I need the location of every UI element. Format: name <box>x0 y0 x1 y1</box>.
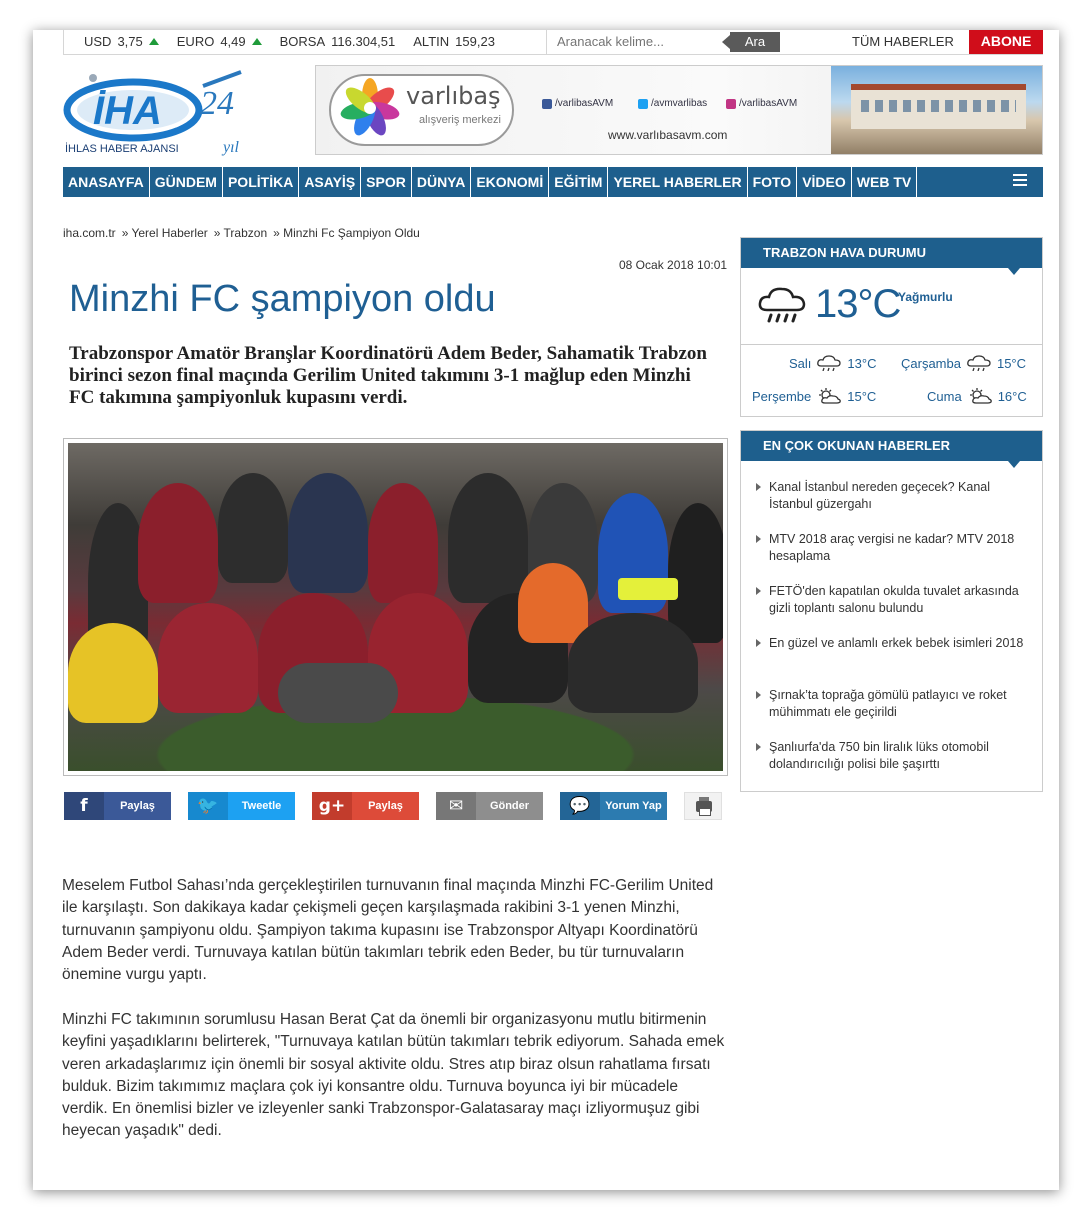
printer-icon <box>696 801 712 812</box>
up-arrow-icon <box>149 38 159 45</box>
rain-cloud-icon <box>966 355 992 371</box>
email-share-button[interactable] <box>436 792 543 820</box>
ad-facebook <box>542 98 613 109</box>
article-summary: Trabzonspor Amatör Branşlar Koordinatörü Adem Beder, Sahamatik Trabzon birinci sezon final maçında Gerilim United takımını 3-1 mağlup eden Minzhi FC takımına şampiyonluk kupasını verdi. <box>69 343 707 408</box>
print-button[interactable] <box>684 792 722 820</box>
weather-heading: TRABZON HAVA DURUMU <box>741 238 1042 268</box>
ticker-label: BORSA <box>279 34 326 49</box>
ad-instagram <box>726 98 797 109</box>
ticker-euro <box>177 34 262 49</box>
iha-logo[interactable] <box>63 68 273 158</box>
forecast-temp: 16°C <box>997 388 1027 404</box>
article-paragraph-1: Meselem Futbol Sahası’nda gerçekleştirilen turnuvanın final maçında Minzhi FC-Gerilim United ile karşılaştı. Son dakikaya kadar çekişmeli geçen karşılaşmada rakibini 3-1 yenen Minzhi, turnuvanın şampiyonu oldu. Şampiyon takıma kupasını ise Trabzonspor Altyapı Koordinatörü Adem Beder verdi. Turnuvaya katılan bütün takımları tebrik eden Beder, bu tür turnuvaların önemine vurgu yaptı. <box>62 877 714 984</box>
all-news-link[interactable]: TÜM HABERLER <box>852 34 954 49</box>
breadcrumb-home[interactable]: iha.com.tr <box>63 226 116 240</box>
list-item[interactable] <box>753 583 1033 617</box>
logo-subtitle: İHLAS HABER AJANSI <box>65 143 179 155</box>
hamburger-menu-icon[interactable] <box>1013 174 1027 186</box>
news-link[interactable]: Şırnak’ta toprağa gömülü patlayıcı ve roket mühimmatı ele geçirildi <box>753 687 1033 721</box>
ticker-value: 4,49 <box>220 34 246 49</box>
list-item[interactable] <box>753 687 1033 721</box>
breadcrumb-trabzon[interactable]: » Trabzon <box>213 226 268 240</box>
nav-item-anasayfa[interactable]: ANASAYFA <box>63 167 150 197</box>
news-link[interactable]: FETÖ'den kapatılan okulda tuvalet arkasında gizli toplantı salonu bulundu <box>753 583 1033 617</box>
current-weather <box>757 282 900 327</box>
team-photo-image <box>68 443 723 771</box>
share-label: Paylaş <box>120 800 155 812</box>
forecast-cuma <box>927 387 1027 405</box>
ad-facebook-text: /varlibasAVM <box>555 98 614 109</box>
ticker-altin <box>413 34 495 49</box>
share-label: Gönder <box>489 800 530 812</box>
ticker-value: 116.304,51 <box>331 34 396 49</box>
ad-brand: varlıbaş <box>406 82 501 110</box>
most-read-heading: EN ÇOK OKUNAN HABERLER <box>741 431 1042 461</box>
list-item[interactable] <box>753 479 1033 513</box>
article-paragraph-2: Minzhi FC takımının sorumlusu Hasan Berat Çat da önemli bir organizasyonu mutlu bitirmenin keyfini yaşadıklarını belirterek, "Turnuvaya katılan bütün takımları tebrik ediyorum. Sahada emek veren arkadaşlarımız için önemli bir sosyal aktivite oldu. Stres atıp biraz olsun rahatlama fırsatı bulduk. Bizim takımımız maçlara çok iyi konsantre oldu. Turnuva boyunca iyi bir mücadele verdik. En önemlisi bizler ve izleyenler sanki Trabzonspor-Galatasaray maçı izliyormuşuz gibi heyecan yaşadık" dedi. <box>62 1011 725 1140</box>
search-input[interactable] <box>547 30 727 52</box>
nav-item-foto[interactable]: FOTO <box>748 167 798 197</box>
nav-item-politika[interactable]: POLİTİKA <box>223 167 299 197</box>
nav-item-yerel-haberler[interactable]: YEREL HABERLER <box>608 167 747 197</box>
partly-cloudy-icon <box>816 387 842 405</box>
rain-cloud-icon <box>816 355 842 371</box>
forecast-day: Çarşamba <box>901 355 961 371</box>
market-ticker <box>84 34 513 49</box>
news-link[interactable]: Kanal İstanbul nereden geçecek? Kanal İstanbul güzergahı <box>753 479 1033 513</box>
ticker-value: 3,75 <box>117 34 143 49</box>
current-temp: 13°C <box>815 282 901 326</box>
forecast-carsamba <box>901 355 1026 371</box>
weather-widget <box>740 237 1043 417</box>
twitter-icon: 🐦 <box>188 792 228 820</box>
twitter-icon <box>638 99 648 109</box>
nav-item-web-tv[interactable]: WEB TV <box>852 167 917 197</box>
ticker-label: EURO <box>176 34 215 49</box>
article-date: 08 Ocak 2018 10:01 <box>619 258 728 272</box>
forecast-persembe <box>752 387 876 405</box>
forecast-day: Perşembe <box>752 388 812 404</box>
forecast-day: Cuma <box>927 388 962 404</box>
comment-button[interactable] <box>560 792 667 820</box>
article-title: Minzhi FC şampiyon oldu <box>69 278 496 320</box>
share-label: Paylaş <box>368 800 403 812</box>
nav-item-spor[interactable]: SPOR <box>361 167 412 197</box>
google-plus-icon: g+ <box>312 792 352 820</box>
nav-item-egitim[interactable]: EĞİTİM <box>549 167 608 197</box>
ad-twitter-text: /avmvarlibas <box>651 98 708 109</box>
subscribe-button[interactable]: ABONE <box>969 30 1043 54</box>
list-item[interactable] <box>753 635 1033 652</box>
news-link[interactable]: Şanlıurfa'da 750 bin liralık lüks otomobil dolandırıcılığı polisi bile şaşırttı <box>753 739 1033 773</box>
breadcrumb-current: » Minzhi Fc Şampiyon Oldu <box>273 226 420 240</box>
page <box>33 30 1059 1190</box>
article-photo[interactable] <box>63 438 728 776</box>
facebook-icon <box>542 99 552 109</box>
most-read-widget <box>740 430 1043 792</box>
logo-years: 24 <box>200 85 234 122</box>
facebook-icon: f <box>64 792 104 820</box>
forecast-temp: 13°C <box>847 355 877 371</box>
ticker-borsa <box>280 34 396 49</box>
nav-item-video[interactable]: VİDEO <box>797 167 852 197</box>
nav-item-asayis[interactable]: ASAYİŞ <box>299 167 361 197</box>
news-link[interactable]: MTV 2018 araç vergisi ne kadar? MTV 2018 hesaplama <box>753 531 1033 565</box>
share-label: Tweetle <box>241 800 282 812</box>
breadcrumb-yerel[interactable]: » Yerel Haberler <box>121 226 208 240</box>
forecast-sali <box>789 355 876 371</box>
top-bar <box>63 30 1043 55</box>
list-item[interactable] <box>753 531 1033 565</box>
main-nav <box>63 167 1043 197</box>
mall-photo <box>831 66 1043 155</box>
breadcrumb <box>63 226 420 240</box>
facebook-share-button[interactable] <box>64 792 171 820</box>
ad-instagram-text: /varlibasAVM <box>739 98 798 109</box>
search-button[interactable]: Ara <box>730 32 780 52</box>
partly-cloudy-icon <box>967 387 993 405</box>
flower-logo-icon <box>340 78 400 138</box>
envelope-icon: ✉ <box>436 792 476 820</box>
forecast-temp: 15°C <box>996 355 1027 371</box>
twitter-share-button[interactable] <box>188 792 295 820</box>
forecast-temp: 15°C <box>847 388 877 404</box>
nav-item-dunya[interactable]: DÜNYA <box>412 167 472 197</box>
ticker-label: USD <box>84 34 112 49</box>
rain-cloud-icon <box>757 284 809 326</box>
logo-yil: yıl <box>223 139 239 156</box>
ticker-usd <box>84 34 159 49</box>
nav-item-gundem[interactable]: GÜNDEM <box>150 167 223 197</box>
comment-icon: 💬 <box>560 792 600 820</box>
google-plus-share-button[interactable] <box>312 792 419 820</box>
share-label: Yorum Yap <box>605 800 662 812</box>
up-arrow-icon <box>252 38 262 45</box>
nav-item-ekonomi[interactable]: EKONOMİ <box>471 167 549 197</box>
ad-brand-sub: alışveriş merkezi <box>419 114 501 126</box>
ad-url: www.varlıbasavm.com <box>608 128 728 142</box>
ticker-value: 159,23 <box>455 34 495 49</box>
ad-twitter <box>638 98 707 109</box>
list-item[interactable] <box>753 739 1033 773</box>
logo-text: İHA <box>93 89 162 133</box>
news-link[interactable]: En güzel ve anlamlı erkek bebek isimleri 2018 <box>753 635 1033 652</box>
ticker-label: ALTIN <box>413 34 450 49</box>
forecast-day: Salı <box>789 355 812 371</box>
weather-desc: Yağmurlu <box>898 290 953 304</box>
ad-banner[interactable] <box>315 65 1043 155</box>
instagram-icon <box>726 99 736 109</box>
iha-logo-mark <box>63 68 273 158</box>
search-box <box>546 30 778 54</box>
